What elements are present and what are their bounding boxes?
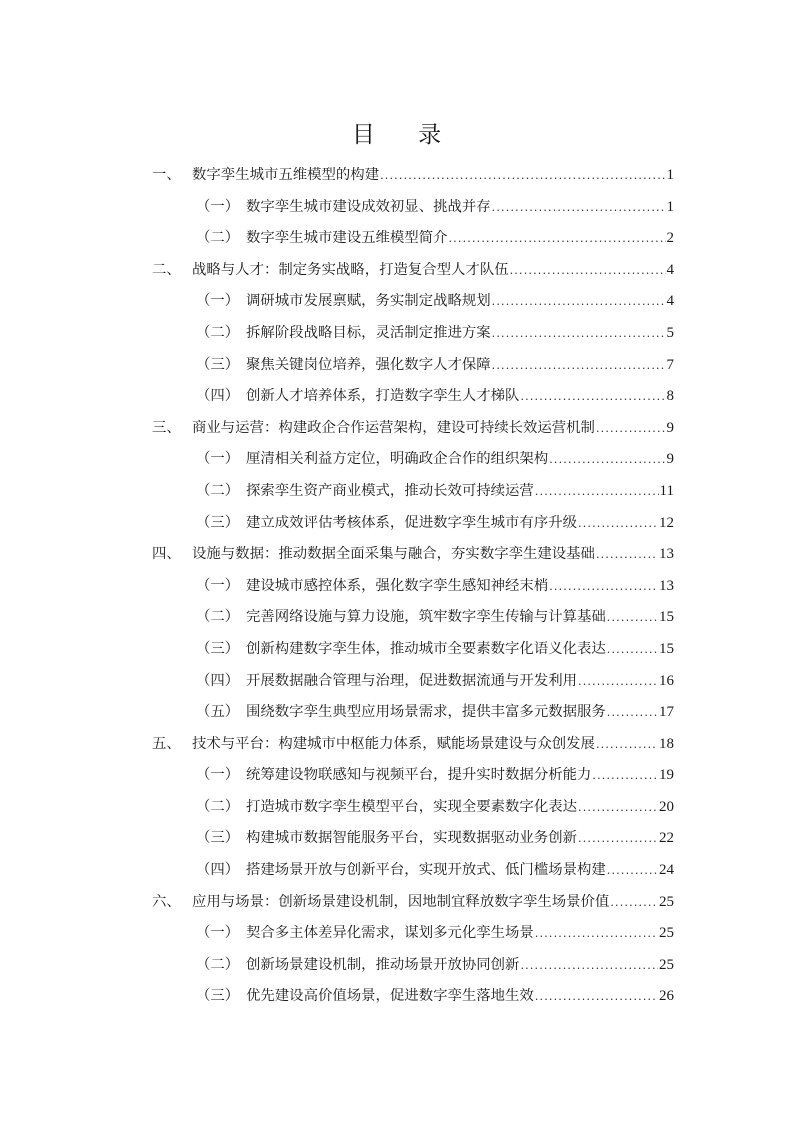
toc-entry-title: 统筹建设物联感知与视频平台，提升实时数据分析能力 [246, 767, 592, 784]
toc-entry-number: （三） [196, 514, 240, 531]
toc-subsection-entry[interactable] [152, 602, 674, 634]
toc-dot-leader [578, 508, 658, 540]
toc-page-number: 5 [666, 324, 674, 341]
toc-subsection-entry[interactable] [152, 792, 674, 824]
toc-entry-number: 六、 [152, 893, 181, 910]
toc-entry-number: （五） [196, 704, 240, 721]
toc-entry-title: 应用与场景：创新场景建设机制，因地制宜释放数字孪生场景价值 [192, 893, 610, 910]
toc-page-number: 4 [666, 261, 674, 278]
toc-dot-leader [596, 539, 658, 571]
toc-entry-title: 完善网络设施与算力设施，筑牢数字孪生传输与计算基础 [246, 609, 606, 626]
toc-entry-number: （四） [196, 672, 240, 689]
toc-entry-title: 战略与人才：制定务实战略，打造复合型人才队伍 [192, 261, 509, 278]
toc-section-entry[interactable] [152, 413, 674, 445]
toc-subsection-entry[interactable] [152, 318, 674, 350]
toc-subsection-entry[interactable] [152, 571, 674, 603]
toc-dot-leader [596, 729, 658, 761]
toc-subsection-entry[interactable] [152, 350, 674, 382]
toc-subsection-entry[interactable] [152, 286, 674, 318]
toc-subsection-entry[interactable] [152, 444, 674, 476]
toc-entry-number: （一） [196, 293, 240, 310]
toc-title: 目 录 [351, 122, 460, 148]
toc-entry-title: 搭建场景开放与创新平台，实现开放式、低门槛场景构建 [246, 862, 606, 879]
toc-entry-title: 构建城市数据智能服务平台，实现数据驱动业务创新 [246, 830, 577, 847]
toc-page-number: 12 [659, 514, 674, 531]
toc-entry-number: （二） [196, 956, 240, 973]
toc-subsection-entry[interactable] [152, 950, 674, 982]
toc-page-number: 1 [666, 167, 674, 183]
toc-page-number: 17 [659, 704, 674, 721]
toc-dot-leader [607, 697, 658, 729]
toc-subsection-entry[interactable] [152, 855, 674, 887]
toc-section-entry[interactable] [152, 887, 674, 919]
toc-entry-title: 拆解阶段战略目标，灵活制定推进方案 [246, 324, 491, 341]
toc-page-number: 13 [659, 546, 674, 563]
toc-page-number: 16 [659, 672, 674, 689]
toc-page-number: 1 [666, 198, 674, 215]
toc-page-number: 8 [666, 388, 674, 405]
toc-entry-number: 五、 [152, 735, 181, 752]
toc-page-number: 15 [659, 640, 674, 657]
toc-entry-number: （四） [196, 862, 240, 879]
toc-entry-number: 二、 [152, 261, 181, 278]
toc-section-entry[interactable] [152, 255, 674, 287]
toc-page-number: 25 [659, 956, 674, 973]
toc-dot-leader [578, 823, 658, 855]
toc-dot-leader [520, 381, 665, 413]
toc-entry-number: （一） [196, 451, 240, 468]
table-of-contents [152, 160, 674, 1013]
toc-subsection-entry[interactable] [152, 192, 674, 224]
toc-entry-number: 三、 [152, 419, 181, 436]
toc-page-number: 26 [659, 988, 674, 1005]
toc-entry-title: 调研城市发展禀赋，务实制定战略规划 [246, 293, 491, 310]
toc-section-entry[interactable] [152, 539, 674, 571]
toc-dot-leader [492, 318, 666, 350]
toc-entry-number: （二） [196, 482, 240, 499]
toc-subsection-entry[interactable] [152, 823, 674, 855]
toc-entry-title: 围绕数字孪生典型应用场景需求，提供丰富多元数据服务 [246, 704, 606, 721]
toc-dot-leader [607, 602, 658, 634]
toc-entry-number: （三） [196, 830, 240, 847]
toc-dot-leader [610, 887, 658, 919]
toc-entry-number: （三） [196, 988, 240, 1005]
toc-dot-leader [535, 918, 658, 950]
toc-entry-title: 打造城市数字孪生模型平台，实现全要素数字化表达 [246, 798, 577, 815]
toc-dot-leader [596, 413, 666, 445]
toc-dot-leader [510, 255, 666, 287]
toc-subsection-entry[interactable] [152, 760, 674, 792]
toc-entry-title: 探索孪生资产商业模式，推动长效可持续运营 [246, 482, 534, 499]
toc-page-number: 2 [666, 230, 674, 247]
toc-entry-title: 数字孪生城市建设五维模型简介 [246, 230, 448, 247]
toc-section-entry[interactable] [152, 729, 674, 761]
toc-entry-number: （二） [196, 798, 240, 815]
toc-dot-leader [549, 571, 658, 603]
toc-dot-leader [549, 444, 665, 476]
toc-page-number: 25 [659, 925, 674, 942]
toc-page-number: 20 [659, 798, 674, 815]
toc-entry-number: （一） [196, 925, 240, 942]
toc-entry-title: 创新人才培养体系，打造数字孪生人才梯队 [246, 388, 520, 405]
toc-dot-leader [492, 286, 666, 318]
toc-dot-leader [492, 350, 666, 382]
toc-entry-title: 数字孪生城市五维模型的构建 [192, 167, 380, 183]
toc-subsection-entry[interactable] [152, 508, 674, 540]
toc-entry-title: 聚焦关键岗位培养，强化数字人才保障 [246, 356, 491, 373]
toc-entry-number: （二） [196, 609, 240, 626]
toc-dot-leader [607, 855, 658, 887]
toc-page-number: 13 [659, 577, 674, 594]
toc-entry-title: 契合多主体差异化需求，谋划多元化孪生场景 [246, 925, 534, 942]
toc-page-number: 15 [659, 609, 674, 626]
toc-entry-title: 建立成效评估考核体系，促进数字孪生城市有序升级 [246, 514, 577, 531]
toc-entry-title: 数字孪生城市建设成效初显、挑战并存 [246, 198, 491, 215]
toc-entry-title: 建设城市感控体系，强化数字孪生感知神经末梢 [246, 577, 549, 594]
toc-page-number: 9 [666, 451, 674, 468]
toc-entry-title: 创新构建数字孪生体，推动城市全要素数字化语义化表达 [246, 640, 606, 657]
toc-entry-number: （二） [196, 324, 240, 341]
toc-page-number: 11 [659, 482, 674, 499]
toc-subsection-entry[interactable] [152, 666, 674, 698]
toc-entry-number: 四、 [152, 546, 181, 563]
toc-entry-number: （一） [196, 767, 240, 784]
toc-subsection-entry[interactable] [152, 476, 674, 508]
toc-page-number: 18 [659, 735, 674, 752]
toc-subsection-entry[interactable] [152, 697, 674, 729]
toc-page-number: 4 [666, 293, 674, 310]
toc-page-number: 24 [659, 862, 674, 879]
toc-dot-leader [535, 476, 659, 508]
toc-page-number: 25 [659, 893, 674, 910]
toc-entry-title: 优先建设高价值场景，促进数字孪生落地生效 [246, 988, 534, 1005]
toc-entry-title: 商业与运营：构建政企合作运营架构，建设可持续长效运营机制 [192, 419, 595, 436]
toc-entry-number: （一） [196, 198, 240, 215]
toc-entry-number: （一） [196, 577, 240, 594]
toc-entry-number: 一、 [152, 167, 181, 183]
toc-subsection-entry[interactable] [152, 381, 674, 413]
toc-page-number: 22 [659, 830, 674, 847]
toc-section-entry[interactable] [152, 160, 674, 192]
toc-entry-title: 开展数据融合管理与治理，促进数据流通与开发利用 [246, 672, 577, 689]
toc-page-number: 19 [659, 767, 674, 784]
toc-dot-leader [492, 192, 666, 224]
toc-entry-title: 设施与数据：推动数据全面采集与融合，夯实数字孪生建设基础 [192, 546, 595, 563]
toc-dot-leader [578, 792, 658, 824]
toc-page-number: 9 [666, 419, 674, 436]
toc-dot-leader [592, 760, 658, 792]
toc-dot-leader [448, 223, 665, 255]
toc-page-number: 7 [666, 356, 674, 373]
toc-entry-number: （三） [196, 356, 240, 373]
toc-entry-title: 技术与平台：构建城市中枢能力体系，赋能场景建设与众创发展 [192, 735, 595, 752]
toc-entry-number: （四） [196, 388, 240, 405]
toc-dot-leader [607, 634, 658, 666]
toc-dot-leader [578, 666, 658, 698]
toc-subsection-entry[interactable] [152, 634, 674, 666]
toc-entry-number: （二） [196, 230, 240, 247]
toc-dot-leader [535, 981, 658, 1013]
toc-subsection-entry[interactable] [152, 223, 674, 255]
toc-entry-title: 创新场景建设机制，推动场景开放协同创新 [246, 956, 520, 973]
toc-dot-leader [380, 160, 665, 192]
toc-subsection-entry[interactable] [152, 981, 674, 1013]
toc-entry-title: 厘清相关利益方定位，明确政企合作的组织架构 [246, 451, 549, 468]
toc-dot-leader [520, 950, 658, 982]
toc-subsection-entry[interactable] [152, 918, 674, 950]
toc-entry-number: （三） [196, 640, 240, 657]
